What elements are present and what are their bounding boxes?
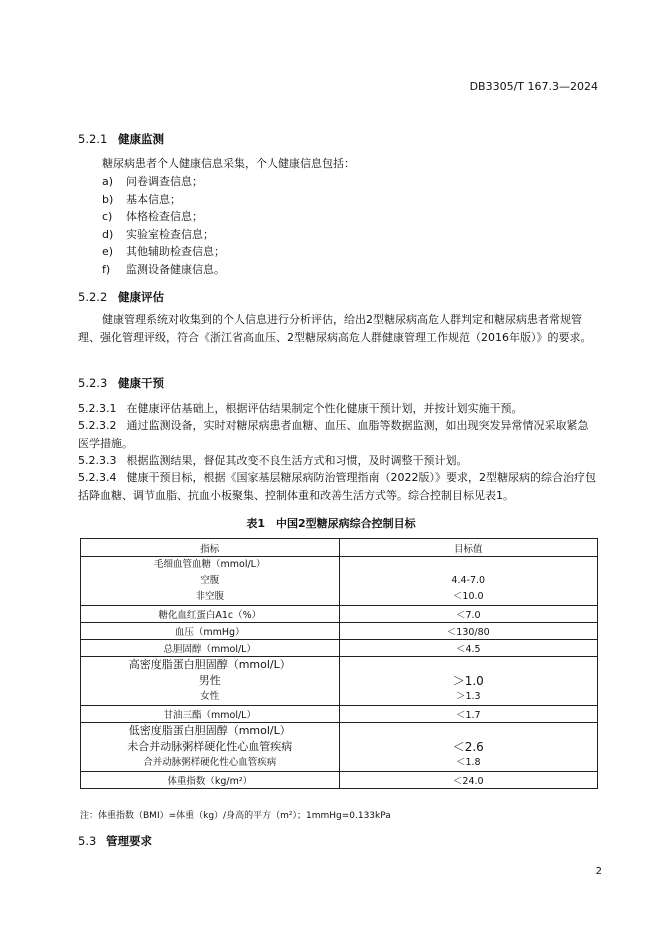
table-row <box>81 772 598 789</box>
target-value: ＜4.5 <box>339 640 598 657</box>
indicator-sublabel: 男性 <box>198 674 221 687</box>
section-number: 5.2.1 <box>78 132 108 146</box>
indicator-sublabel: 未合并动脉粥样硬化性心血管疾病 <box>127 740 293 753</box>
table-row <box>81 706 598 723</box>
table-note: 注：体重指数（BMI）=体重（kg）/身高的平方（m²）；1mmHg=0.133kPa <box>80 811 391 821</box>
info-list <box>102 173 225 279</box>
indicator-label: 甘油三酯（mmol/L） <box>81 706 340 723</box>
target-value: ＜1.7 <box>339 706 598 723</box>
section-number: 5.2.2 <box>78 290 108 304</box>
list-item: b) 基本信息； <box>102 192 181 206</box>
control-target-table <box>80 538 598 789</box>
column-header-target: 目标值 <box>339 539 598 557</box>
section-5-2-1-intro: 糖尿病患者个人健康信息采集，个人健康信息包括： <box>102 157 355 170</box>
indicator-sublabel: 非空腹 <box>195 591 224 602</box>
target-value: ＜7.0 <box>339 606 598 623</box>
list-item: d) 实验室检查信息； <box>102 227 214 241</box>
section-title: 健康评估 <box>118 290 164 304</box>
table-row <box>81 623 598 640</box>
section-title: 健康监测 <box>118 132 164 146</box>
subsection-5-2-3-3 <box>78 452 598 470</box>
indicator-label: 体重指数（kg/m²） <box>81 772 340 789</box>
table-header-row <box>81 539 598 557</box>
table-row <box>81 557 598 606</box>
section-5-2-2-body <box>78 311 598 346</box>
indicator-group-title: 低密度脂蛋白胆固醇（mmol/L） <box>128 724 291 737</box>
section-5-2-2-heading <box>78 289 164 305</box>
indicator-sublabel: 女性 <box>200 691 220 702</box>
section-5-2-3-heading <box>78 375 164 391</box>
paragraph: 健康管理系统对收集到的个人信息进行分析评估，给出2型糖尿病高危人群判定和糖尿病患者常规管理、强化管理评级，符合《浙江省高血压、2型糖尿病高危人群健康管理工作规范（2016年版）》的要求。 <box>78 313 592 344</box>
target-value: ＜2.6 <box>452 740 484 754</box>
indicator-sublabel: 合并动脉粥样硬化性心血管疾病 <box>143 757 277 768</box>
indicator-label: 血压（mmHg） <box>81 623 340 640</box>
table-row <box>81 640 598 657</box>
column-header-indicator: 指标 <box>81 539 340 557</box>
subsection-text: 在健康评估基础上，根据评估结果制定个性化健康干预计划，并按计划实施干预。 <box>126 402 523 415</box>
target-value: ＜10.0 <box>452 591 484 602</box>
section-5-3-heading <box>78 833 152 849</box>
subsection-number: 5.2.3.1 <box>78 402 117 415</box>
document-id: DB3305/T 167.3—2024 <box>469 80 598 93</box>
subsection-number: 5.2.3.3 <box>78 454 117 467</box>
section-title: 管理要求 <box>106 834 152 848</box>
table-caption: 表1 中国2型糖尿病综合控制目标 <box>246 517 416 530</box>
subsection-text: 通过监测设备，实时对糖尿病患者血糖、血压、血脂等数据监测，如出现突发异常情况采取紧急医学措施。 <box>78 419 589 450</box>
subsection-number: 5.2.3.4 <box>78 471 117 484</box>
target-value: ＜24.0 <box>339 772 598 789</box>
subsection-5-2-3-1 <box>78 400 598 418</box>
indicator-label: 总胆固醇（mmol/L） <box>81 640 340 657</box>
target-value: 4.4-7.0 <box>451 575 486 586</box>
indicator-label: 糖化血红蛋白A1c（%） <box>81 606 340 623</box>
target-value: ＞1.3 <box>455 691 481 702</box>
table-row <box>81 606 598 623</box>
list-item: a) 问卷调查信息； <box>102 175 203 188</box>
list-item: c) 体格检查信息； <box>102 210 203 224</box>
subsection-number: 5.2.3.2 <box>78 419 117 432</box>
target-value: ＜1.8 <box>455 757 481 768</box>
table-row <box>81 723 598 772</box>
indicator-sublabel: 空腹 <box>200 575 220 586</box>
subsection-5-2-3-4 <box>78 469 598 504</box>
subsection-5-2-3-2 <box>78 417 598 452</box>
target-value: ＞1.0 <box>452 674 484 688</box>
indicator-group-title: 毛细血管血糖（mmol/L） <box>154 559 266 570</box>
section-5-2-1-heading <box>78 131 164 147</box>
subsection-text: 根据监测结果，督促其改变不良生活方式和习惯，及时调整干预计划。 <box>126 454 468 467</box>
page-number: 2 <box>595 866 602 877</box>
subsection-text: 健康干预目标，根据《国家基层糖尿病防治管理指南（2022版）》要求，2型糖尿病的综合治疗包括降血糖、调节血脂、抗血小板聚集、控制体重和改善生活方式等。综合控制目标见表1。 <box>78 471 596 502</box>
section-number: 5.3 <box>78 834 97 848</box>
section-title: 健康干预 <box>118 376 164 390</box>
section-number: 5.2.3 <box>78 376 108 390</box>
table-row <box>81 657 598 706</box>
list-item: e) 其他辅助检查信息； <box>102 245 225 259</box>
target-value: ＜130/80 <box>339 623 598 640</box>
list-item: f) 监测设备健康信息。 <box>102 262 225 276</box>
indicator-group-title: 高密度脂蛋白胆固醇（mmol/L） <box>128 658 291 671</box>
